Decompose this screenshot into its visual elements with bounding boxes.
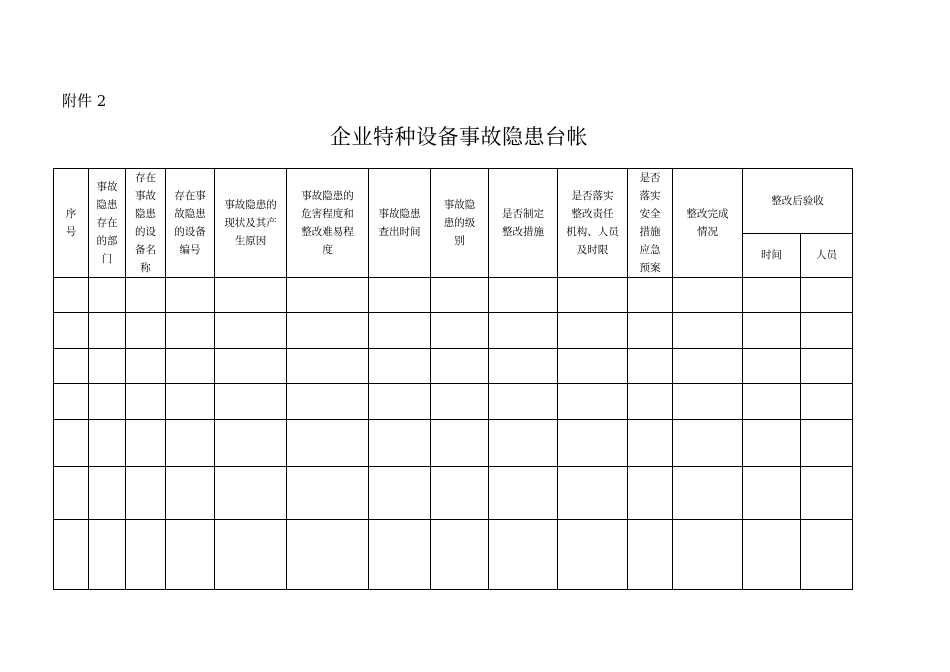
table-cell	[54, 420, 89, 467]
table-cell	[743, 349, 801, 384]
table-cell	[801, 278, 853, 313]
table-cell	[431, 467, 489, 520]
table-cell	[89, 467, 126, 520]
col-header-completion: 整改完成 情况	[673, 169, 743, 278]
table-row	[54, 384, 853, 420]
table-cell	[369, 467, 431, 520]
table-cell	[287, 520, 369, 590]
table-row	[54, 520, 853, 590]
table-cell	[126, 384, 166, 420]
table-cell	[215, 467, 287, 520]
page-title: 企业特种设备事故隐患台帐	[330, 125, 588, 149]
table-cell	[215, 278, 287, 313]
table-cell	[489, 278, 558, 313]
table-cell	[673, 467, 743, 520]
table-cell	[89, 420, 126, 467]
table-cell	[743, 313, 801, 349]
table-cell	[431, 278, 489, 313]
table-cell	[628, 349, 673, 384]
table-cell	[89, 520, 126, 590]
table-cell	[431, 384, 489, 420]
table-cell	[126, 420, 166, 467]
col-header-hazard-degree: 事故隐患的 危害程度和 整改难易程 度	[287, 169, 369, 278]
table-cell	[215, 349, 287, 384]
table-cell	[801, 349, 853, 384]
table-cell	[558, 467, 628, 520]
table-cell	[287, 349, 369, 384]
table-cell	[489, 349, 558, 384]
col-header-responsibility: 是否落实 整改责任 机构、人员 及时限	[558, 169, 628, 278]
table-row	[54, 278, 853, 313]
table-cell	[166, 520, 215, 590]
header-row	[54, 169, 853, 234]
table-cell	[54, 349, 89, 384]
attachment-label: 附件 2	[62, 92, 107, 110]
table-cell	[558, 313, 628, 349]
table-cell	[558, 420, 628, 467]
table-cell	[369, 349, 431, 384]
table-cell	[126, 349, 166, 384]
table-row	[54, 313, 853, 349]
table-cell	[166, 420, 215, 467]
table-cell	[369, 313, 431, 349]
table-cell	[215, 384, 287, 420]
table-cell	[369, 278, 431, 313]
table-cell	[215, 313, 287, 349]
table-cell	[369, 520, 431, 590]
table-cell	[673, 278, 743, 313]
col-subheader-person: 人员	[801, 233, 853, 277]
col-header-acceptance: 整改后验收	[743, 169, 853, 234]
col-subheader-time: 时间	[743, 233, 801, 277]
table-row	[54, 349, 853, 384]
table-cell	[743, 420, 801, 467]
table-cell	[287, 313, 369, 349]
table-cell	[489, 520, 558, 590]
col-header-serial: 序 号	[54, 169, 89, 278]
table-cell	[287, 467, 369, 520]
table-cell	[628, 278, 673, 313]
table-cell	[801, 467, 853, 520]
col-header-emergency-plan: 是否 落实 安全 措施 应急 预案	[628, 169, 673, 278]
table-cell	[801, 384, 853, 420]
table-cell	[215, 420, 287, 467]
table-cell	[431, 349, 489, 384]
table-cell	[287, 384, 369, 420]
table-cell	[801, 313, 853, 349]
table-cell	[801, 420, 853, 467]
table-row	[54, 420, 853, 467]
table-cell	[166, 278, 215, 313]
table-cell	[431, 520, 489, 590]
table-cell	[628, 313, 673, 349]
col-header-level: 事故隐 患的级 别	[431, 169, 489, 278]
table-cell	[287, 420, 369, 467]
table-cell	[801, 520, 853, 590]
table-cell	[743, 278, 801, 313]
col-header-found-time: 事故隐患 查出时间	[369, 169, 431, 278]
table-cell	[743, 467, 801, 520]
table-cell	[54, 384, 89, 420]
hazard-ledger-table	[53, 168, 853, 590]
table-cell	[126, 278, 166, 313]
table-cell	[558, 520, 628, 590]
table-cell	[673, 384, 743, 420]
table-cell	[89, 278, 126, 313]
table-cell	[126, 520, 166, 590]
table-cell	[431, 313, 489, 349]
table-cell	[673, 520, 743, 590]
table-cell	[628, 384, 673, 420]
col-header-status-cause: 事故隐患的 现状及其产 生原因	[215, 169, 287, 278]
table-cell	[54, 278, 89, 313]
table-body	[54, 278, 853, 590]
table-cell	[489, 313, 558, 349]
table-cell	[166, 467, 215, 520]
table-cell	[743, 384, 801, 420]
table-cell	[215, 520, 287, 590]
table-cell	[126, 467, 166, 520]
table-cell	[673, 313, 743, 349]
table-cell	[673, 349, 743, 384]
col-header-equipment-number: 存在事 故隐患 的设备 编号	[166, 169, 215, 278]
table-cell	[628, 420, 673, 467]
col-header-measures: 是否制定 整改措施	[489, 169, 558, 278]
col-header-department: 事故 隐患 存在 的部 门	[89, 169, 126, 278]
table-cell	[54, 520, 89, 590]
col-header-equipment-name: 存在 事故 隐患 的设 备名 称	[126, 169, 166, 278]
table-cell	[743, 520, 801, 590]
table-cell	[89, 349, 126, 384]
table-cell	[489, 384, 558, 420]
table-cell	[489, 420, 558, 467]
table-cell	[54, 467, 89, 520]
table-cell	[628, 520, 673, 590]
table-cell	[89, 384, 126, 420]
table-cell	[287, 278, 369, 313]
table-cell	[489, 467, 558, 520]
table-cell	[558, 384, 628, 420]
table-row	[54, 467, 853, 520]
table-cell	[126, 313, 166, 349]
table-cell	[166, 349, 215, 384]
table-cell	[369, 420, 431, 467]
table-cell	[628, 467, 673, 520]
table-cell	[166, 384, 215, 420]
table-cell	[166, 313, 215, 349]
table-cell	[431, 420, 489, 467]
table-cell	[673, 420, 743, 467]
table-cell	[558, 349, 628, 384]
table-cell	[369, 384, 431, 420]
table-cell	[558, 278, 628, 313]
table-cell	[54, 313, 89, 349]
table-cell	[89, 313, 126, 349]
